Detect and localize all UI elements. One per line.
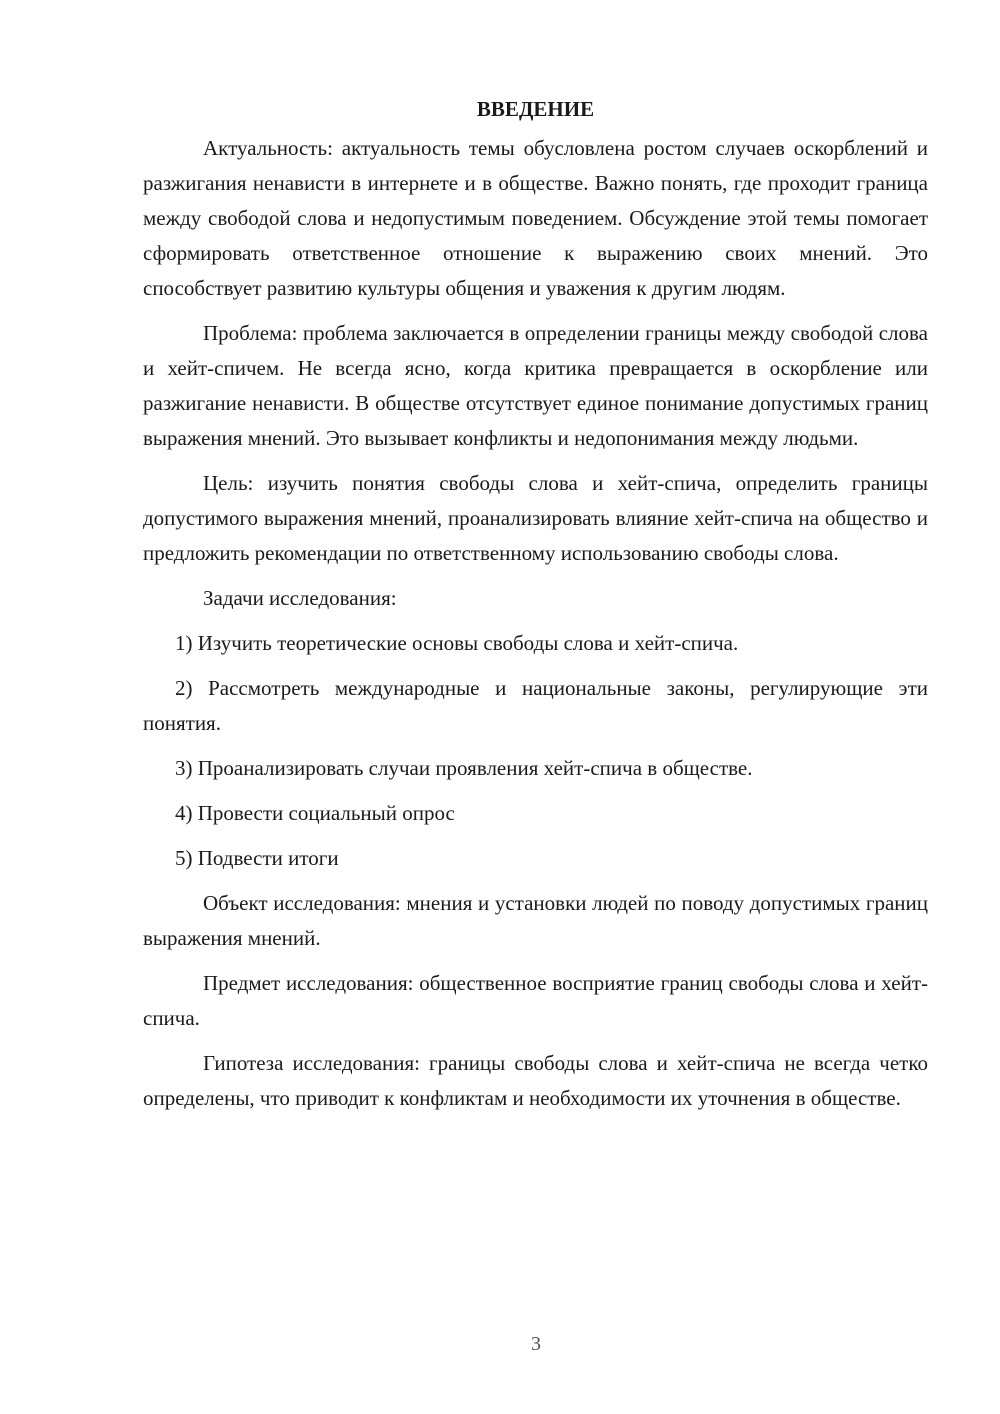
list-item: 2) Рассмотреть международные и национальные законы, регулирующие эти понятия. <box>143 676 928 735</box>
relevance-paragraph: Актуальность: актуальность темы обусловлена ростом случаев оскорблений и разжигания ненависти в интернете и в обществе. Важно понять, где проходит граница между свободой слова и недопустимым поведением. Обсуждение этой темы помогает сформировать ответственное отношение к выражению своих мнений. Это способствует развитию культуры общения и уважения к другим людям. <box>143 136 928 300</box>
list-item: 5) Подвести итоги <box>175 846 339 870</box>
list-item: 3) Проанализировать случаи проявления хейт-спича в обществе. <box>175 756 753 780</box>
list-item: 4) Провести социальный опрос <box>175 801 455 825</box>
object-paragraph: Объект исследования: мнения и установки людей по поводу допустимых границ выражения мнений. <box>143 891 928 950</box>
list-item: 1) Изучить теоретические основы свободы слова и хейт-спича. <box>175 631 739 655</box>
subject-paragraph: Предмет исследования: общественное восприятие границ свободы слова и хейт-спича. <box>143 971 928 1030</box>
page-content <box>143 92 928 1126</box>
problem-paragraph: Проблема: проблема заключается в определении границы между свободой слова и хейт-спичем. Не всегда ясно, когда критика превращается в оскорбление или разжигание ненависти. В обществе отсутствует единое понимание допустимых границ выражения мнений. Это вызывает конфликты и недопонимания между людьми. <box>143 321 928 450</box>
page-number: 3 <box>531 1333 541 1355</box>
tasks-heading: Задачи исследования: <box>203 586 397 610</box>
section-title: ВВЕДЕНИЕ <box>476 97 595 121</box>
goal-paragraph: Цель: изучить понятия свободы слова и хейт-спича, определить границы допустимого выражения мнений, проанализировать влияние хейт-спича на общество и предложить рекомендации по ответственному использованию свободы слова. <box>143 471 928 565</box>
hypothesis-paragraph: Гипотеза исследования: границы свободы слова и хейт-спича не всегда четко определены, что приводит к конфликтам и необходимости их уточнения в обществе. <box>143 1051 928 1110</box>
